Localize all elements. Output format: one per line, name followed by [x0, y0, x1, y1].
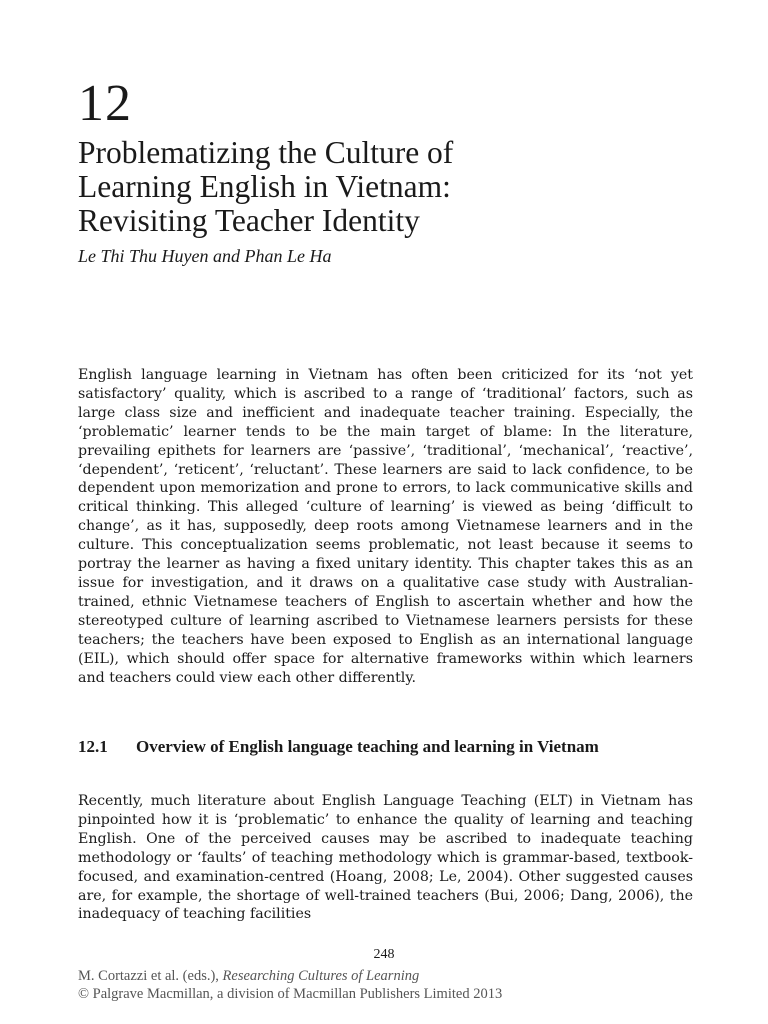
section-paragraph: Recently, much literature about English Language Teaching (ELT) in Vietnam has pinpointed how it is ‘problematic’ to enhance the quality of learning and teaching English. One of the perceived causes may be ascribed to inadequate teaching methodology or ‘faults’ of teaching methodology which is grammar-based, textbook-focused, and examination-centred (Hoang, 2008; Le, 2004). Other suggested causes are, for example, the shortage of well-trained teachers (Bui, 2006; Dang, 2006), the inadequacy of teaching facilities	[78, 793, 693, 923]
section-heading	[78, 737, 693, 757]
chapter-title	[78, 136, 698, 238]
footer-citation	[78, 967, 698, 985]
footer-copyright: © Palgrave Macmillan, a division of Macmillan Publishers Limited 2013	[78, 986, 503, 1002]
section-heading-text: Overview of English language teaching and learning in Vietnam	[136, 737, 599, 756]
footer-citation-prefix: M. Cortazzi et al. (eds.),	[78, 968, 223, 984]
chapter-title-line: Problematizing the Culture of	[78, 135, 454, 170]
chapter-title-line: Revisiting Teacher Identity	[78, 203, 420, 238]
section-number: 12.1	[78, 737, 108, 756]
page-number: 248	[373, 947, 395, 962]
footer-citation-title: Researching Cultures of Learning	[222, 968, 420, 984]
chapter-abstract: English language learning in Vietnam has often been criticized for its ‘not yet satisfactory’ quality, which is ascribed to a range of ‘traditional’ factors, such as large class size and inefficient and inadequate teacher training. Especially, the ‘problematic’ learner tends to be the main target of blame: In the literature, prevailing epithets for learners are ‘passive’, ‘traditional’, ‘mechanical’, ‘reactive’, ‘dependent’, ‘reticent’, ‘reluctant’. These learners are said to lack confidence, to be dependent upon memorization and prone to errors, to lack communicative skills and critical thinking. This alleged ‘culture of learning’ is viewed as being ‘difficult to change’, as it has, supposedly, deep roots among Vietnamese learners and in the culture. This conceptualization seems problematic, not least because it seems to portray the learner as having a fixed unitary identity. This chapter takes this as an issue for investigation, and it draws on a qualitative case study with Australian-trained, ethnic Vietnamese teachers of English to ascertain whether and how the stereotyped culture of learning ascribed to Vietnamese learners persists for these teachers; the teachers have been exposed to English as an international language (EIL), which should offer space for alternative frameworks within which learners and teachers could view each other differently.	[78, 367, 693, 686]
chapter-title-line: Learning English in Vietnam:	[78, 169, 451, 204]
chapter-authors: Le Thi Thu Huyen and Phan Le Ha	[78, 246, 332, 266]
chapter-number: 12	[78, 75, 132, 132]
